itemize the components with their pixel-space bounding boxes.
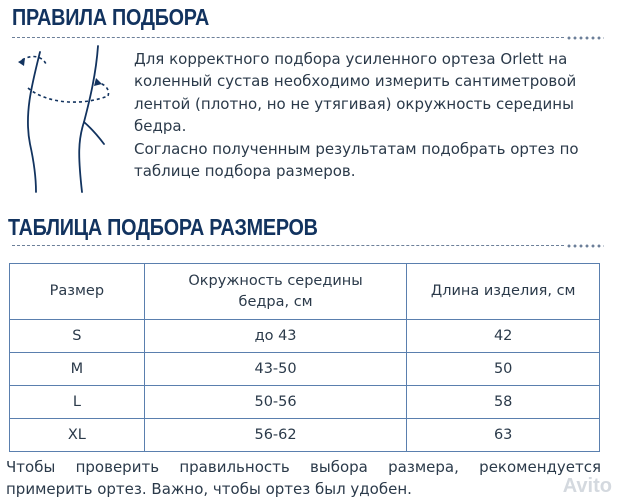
instructions-paragraph-2: Согласно полученным результатам подобрать ортез по таблице подбора размеров. bbox=[134, 139, 579, 181]
cell-length: 58 bbox=[407, 386, 600, 419]
cell-circumference: 43-50 bbox=[144, 353, 407, 386]
cell-length: 42 bbox=[407, 320, 600, 353]
table-row bbox=[10, 320, 600, 353]
header-thigh-circumference-label: Окружность середины бедра, см bbox=[188, 272, 363, 310]
rules-title: ПРАВИЛА ПОДБОРА bbox=[12, 4, 210, 30]
table-divider bbox=[12, 242, 604, 250]
table-header-row bbox=[10, 264, 600, 320]
cell-circumference: 56-62 bbox=[144, 419, 407, 452]
size-table bbox=[9, 263, 600, 452]
table-row bbox=[10, 419, 600, 452]
footer-note: Чтобы проверить правильность выбора размера, рекомендуется примерить ортез. Важно, чтобы ортез был удобен. bbox=[6, 458, 601, 498]
leg-measure-icon bbox=[12, 44, 122, 194]
rules-divider bbox=[12, 34, 604, 42]
cell-size: XL bbox=[10, 419, 145, 452]
table-row bbox=[10, 353, 600, 386]
cell-circumference: до 43 bbox=[144, 320, 407, 353]
cell-size: L bbox=[10, 386, 145, 419]
cell-size: S bbox=[10, 320, 145, 353]
header-size: Размер bbox=[10, 264, 145, 320]
header-length: Длина изделия, см bbox=[407, 264, 600, 320]
avito-watermark: Avito bbox=[562, 475, 612, 497]
table-row bbox=[10, 386, 600, 419]
header-thigh-circumference bbox=[144, 264, 407, 320]
cell-size: M bbox=[10, 353, 145, 386]
table-title: ТАБЛИЦА ПОДБОРА РАЗМЕРОВ bbox=[8, 214, 318, 240]
cell-circumference: 50-56 bbox=[144, 386, 407, 419]
instructions-text bbox=[134, 48, 604, 182]
cell-length: 50 bbox=[407, 353, 600, 386]
cell-length: 63 bbox=[407, 419, 600, 452]
instructions-paragraph-1: Для корректного подбора усиленного ортеза Orlett на коленный сустав необходимо измерить сантиметровой лентой (плотно, но не утягивая) окружность середины бедра. bbox=[134, 50, 577, 136]
